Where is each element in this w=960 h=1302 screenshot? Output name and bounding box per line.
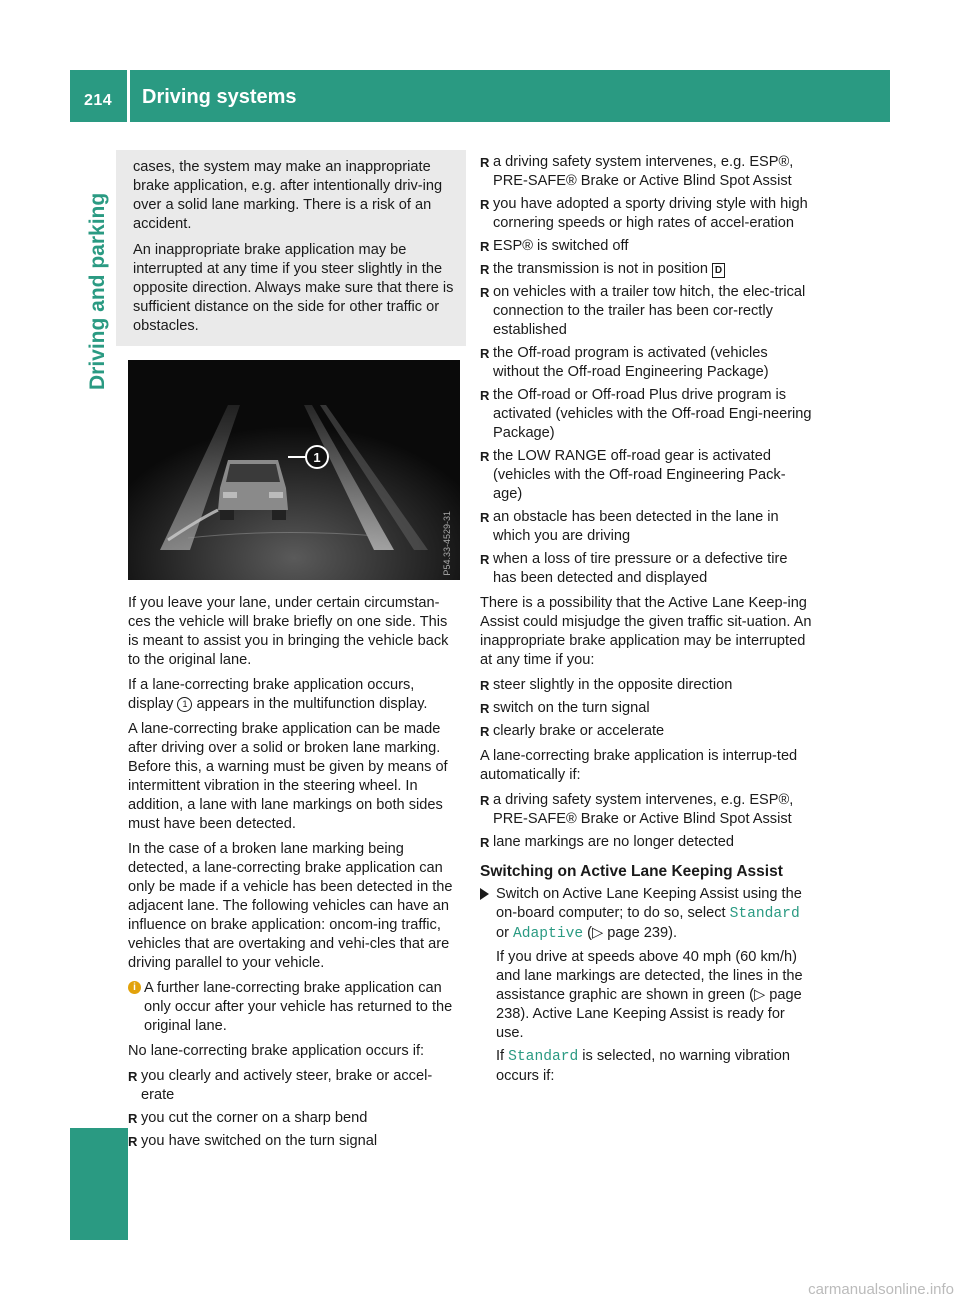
list-item: R the Off-road program is activated (vehicles without the Off-road Engineering Package) xyxy=(480,344,814,382)
warning-text-1: cases, the system may make an inappropriate brake application, e.g. after intentionally driv-ing over a solid lane marking. There is a risk of an accident. xyxy=(133,159,443,232)
gear-position-icon: D xyxy=(712,263,725,278)
info-text: A further lane-correcting brake application can only occur after your vehicle has returned to the original lane. xyxy=(144,980,453,1034)
info-icon: i xyxy=(128,981,141,994)
header-divider xyxy=(127,70,130,122)
list-item: R when a loss of tire pressure or a defective tire has been detected and displayed xyxy=(480,550,814,588)
list-item xyxy=(480,260,814,279)
warning-box xyxy=(116,150,466,346)
right-column xyxy=(480,153,814,1086)
paragraph: If you leave your lane, under certain circumstan-ces the vehicle will brake briefly on one side. This is meant to assist you in bringing the vehicle back to the original lane. xyxy=(128,595,449,668)
list-item: R clearly brake or accelerate xyxy=(480,722,814,741)
info-note xyxy=(128,979,460,1036)
paragraph xyxy=(128,676,460,714)
list-item: R you clearly and actively steer, brake or accel-erate xyxy=(128,1067,460,1105)
option-standard: Standard xyxy=(508,1049,579,1065)
action-text xyxy=(496,885,814,944)
list-item: R the Off-road or Off-road Plus drive program is activated (vehicles with the Off-road Engi-neering Package) xyxy=(480,386,814,443)
action-step xyxy=(480,885,814,1086)
list-item: R ESP® is switched off xyxy=(480,237,814,256)
text: is selected, no warning vibration occurs if: xyxy=(496,1048,790,1084)
bullet-list xyxy=(116,1067,460,1151)
page-title: Driving systems xyxy=(142,86,297,108)
list-item: R you have switched on the turn signal xyxy=(128,1132,460,1151)
list-item: R you have adopted a sporty driving style with high cornering speeds or high rates of accel-eration xyxy=(480,195,814,233)
text: (▷ page 239). xyxy=(583,925,678,941)
list-item: R on vehicles with a trailer tow hitch, the elec-trical connection to the trailer has been cor-rectly established xyxy=(480,283,814,340)
list-item: R switch on the turn signal xyxy=(480,699,814,718)
paragraph: In the case of a broken lane marking being detected, a lane-correcting brake application can only be made if a vehicle has been detected in the adjacent lane. The following vehicles can have an influence on brake application: oncom-ing traffic, vehicles that are overtaking and vehi-cles that are driving parallel to your vehicle. xyxy=(128,841,453,971)
action-arrow-icon xyxy=(480,888,489,900)
paragraph: There is a possibility that the Active Lane Keep-ing Assist could misjudge the given traffic sit-uation. An inappropriate brake application may be interrupted at any time if you: xyxy=(480,595,812,668)
text: the transmission is not in position xyxy=(493,261,713,277)
text: If a lane-correcting brake application occurs, display xyxy=(128,677,415,712)
list-item: R a driving safety system intervenes, e.g. ESP®, PRE-SAFE® Brake or Active Blind Spot Assist xyxy=(480,153,814,191)
text: Switch on Active Lane Keeping Assist using the on-board computer; to do so, select xyxy=(496,886,802,921)
list-item: R the LOW RANGE off-road gear is activated (vehicles with the Off-road Engineering Pack-age) xyxy=(480,447,814,504)
callout-1-icon: 1 xyxy=(177,697,192,712)
paragraph: No lane-correcting brake application occurs if: xyxy=(128,1043,425,1059)
section-heading: Switching on Active Lane Keeping Assist xyxy=(480,863,783,880)
text: If xyxy=(496,1048,509,1064)
page-number: 214 xyxy=(84,92,113,109)
bullet-list xyxy=(480,676,814,741)
option-adaptive: Adaptive xyxy=(513,926,584,942)
bullet-list xyxy=(480,791,814,852)
warning-text-2: An inappropriate brake application may be interrupted at any time if you steer slightly in the opposite direction. Always make sure that there is sufficient distance on the side for other traffic or obstacles. xyxy=(133,242,454,334)
text: or xyxy=(496,925,514,941)
side-tab-label: Driving and parking xyxy=(86,192,109,390)
paragraph: If you drive at speeds above 40 mph (60 km/h) and lane markings are detected, the lines in the assistance graphic are shown in green (▷ page 238). Active Lane Keeping Assist is ready for use. xyxy=(496,949,803,1041)
text: appears in the multifunction display. xyxy=(192,696,428,712)
paragraph xyxy=(496,1047,814,1086)
bullet-list xyxy=(480,153,814,588)
paragraph: A lane-correcting brake application is interrup-ted automatically if: xyxy=(480,748,798,783)
left-body xyxy=(116,594,460,1151)
lane-assist-graphic xyxy=(128,360,460,580)
left-column xyxy=(116,150,460,1157)
lane-assist-figure xyxy=(128,360,460,580)
list-item: R steer slightly in the opposite direction xyxy=(480,676,814,695)
figure-label: P54.33-4529-31 xyxy=(442,511,452,576)
footer-watermark: carmanualsonline.info xyxy=(808,1281,954,1298)
figure-callout: 1 xyxy=(313,450,321,465)
list-item: R an obstacle has been detected in the lane in which you are driving xyxy=(480,508,814,546)
paragraph: A lane-correcting brake application can be made after driving over a solid or broken lane marking. Before this, a warning must be given by means of intermittent vibration in the steering wheel. In addition, a lane with lane markings on both sides must have been detected. xyxy=(128,721,448,832)
option-standard: Standard xyxy=(729,906,800,922)
list-item: R a driving safety system intervenes, e.g. ESP®, PRE-SAFE® Brake or Active Blind Spot Assist xyxy=(480,791,814,829)
list-item: R lane markings are no longer detected xyxy=(480,833,814,852)
list-item: R you cut the corner on a sharp bend xyxy=(128,1109,460,1128)
